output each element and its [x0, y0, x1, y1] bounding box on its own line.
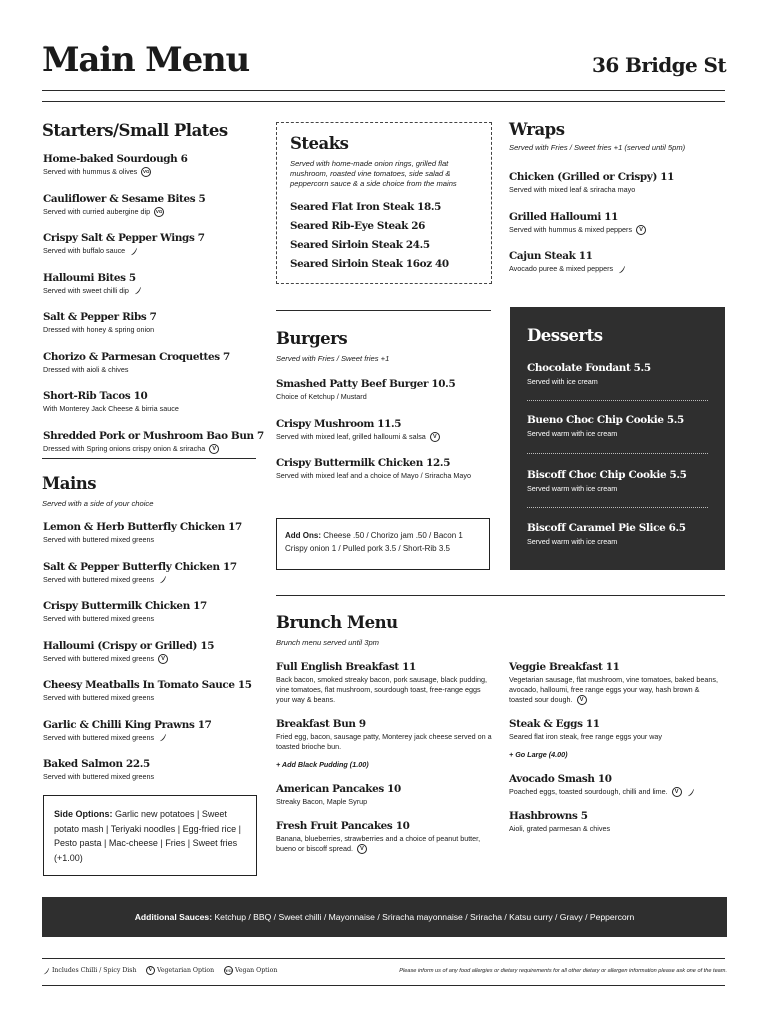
menu-item	[43, 350, 258, 375]
legend	[42, 965, 727, 979]
menu-item	[276, 377, 476, 402]
steaks-list	[290, 198, 485, 274]
item-name: Fresh Fruit Pancakes 10	[276, 820, 410, 832]
vegetarian-icon: V	[577, 695, 587, 705]
starters-list	[43, 152, 264, 468]
vegan-icon: VG	[141, 167, 151, 177]
menu-item	[509, 170, 724, 195]
footer-divider-top	[42, 958, 725, 959]
brunch-right-list	[509, 660, 725, 846]
item-name: Avocado Smash 10	[509, 773, 612, 786]
item-description-text: Poached eggs, toasted sourdough, chilli and lime.	[509, 787, 668, 797]
menu-item	[43, 389, 258, 414]
vegetarian-icon: V	[146, 966, 155, 975]
item-description-text: Streaky Bacon, Maple Syrup	[276, 797, 368, 806]
menu-item	[43, 639, 258, 664]
menu-item	[509, 772, 725, 797]
menu-item	[43, 560, 258, 585]
menu-item	[43, 231, 258, 256]
addons-box	[276, 518, 490, 570]
mains-subtitle: Served with a side of your choice	[42, 499, 154, 508]
addons-text: Cheese .50 / Chorizo jam .50 / Bacon 1 Crispy onion 1 / Pulled pork 3.5 / Short-Rib 3.5	[285, 531, 463, 553]
item-description-text: Served with hummus & mixed peppers	[509, 224, 633, 234]
steaks-subtitle: Served with home-made onion rings, grilled flat mushroom, roasted vine tomatoes, side salad & peppercorn sauce & a side choice from the mains	[290, 159, 457, 188]
page-title: Main Menu	[42, 40, 250, 80]
chilli-icon	[133, 286, 142, 295]
dessert-name: Biscoff Caramel Pie Slice 6.5	[527, 522, 686, 534]
item-description-text: Banana, blueberries, strawberries and a choice of peanut butter, bueno or biscoff spread.	[276, 834, 481, 853]
item-description-text: Vegetarian sausage, flat mushroom, vine tomatoes, baked beans, avocado, halloumi, free range eggs your way, hash brown & toasted sour dough.	[509, 675, 718, 704]
item-description	[276, 797, 494, 807]
steaks-title: Steaks	[290, 134, 349, 153]
additional-sauces-bar	[42, 897, 727, 937]
item-description	[509, 675, 725, 705]
item-description	[43, 167, 258, 177]
steak-item: Seared Sirloin Steak 24.5	[290, 239, 430, 251]
item-description-text: Served with hummus & olives	[43, 167, 138, 176]
legend-chilli-label: Includes Chilli / Spicy Dish	[51, 967, 137, 974]
brunch-divider	[276, 595, 725, 596]
vegetarian-icon: V	[209, 444, 219, 454]
menu-item	[276, 717, 494, 770]
chilli-icon	[686, 788, 695, 797]
sauces-label: Additional Sauces:	[134, 912, 213, 922]
menu-item	[43, 271, 258, 296]
steak-item: Seared Rib-Eye Steak 26	[290, 220, 426, 232]
menu-item	[509, 809, 725, 834]
dessert-divider	[527, 507, 708, 508]
chilli-icon	[158, 575, 167, 584]
item-description-text: Served with curried aubergine dip	[43, 206, 151, 216]
item-description-text: Served with buttered mixed greens	[43, 574, 155, 584]
item-description-text: Served with buttered mixed greens	[43, 653, 155, 663]
legend-vegan	[224, 965, 277, 977]
menu-item	[43, 192, 258, 217]
side-options-box	[43, 795, 257, 876]
menu-item	[43, 678, 258, 703]
item-name: Baked Salmon 22.5	[43, 758, 150, 771]
item-description	[43, 614, 258, 624]
item-name: Salt & Pepper Ribs 7	[43, 311, 157, 324]
item-description	[43, 733, 258, 743]
dessert-item	[527, 361, 708, 387]
desserts-panel	[510, 307, 725, 570]
item-name: Cajun Steak 11	[509, 250, 593, 263]
item-description-text: Served with buttered mixed greens	[43, 693, 155, 703]
menu-item	[276, 782, 494, 807]
item-description-text: Served with mixed leaf and a choice of Mayo / Sriracha Mayo	[276, 471, 471, 481]
dessert-name: Biscoff Choc Chip Cookie 5.5	[527, 469, 687, 481]
item-description	[509, 824, 725, 834]
menu-item	[276, 456, 476, 481]
burgers-title: Burgers	[276, 329, 348, 348]
steak-item: Seared Sirloin Steak 16oz 40	[290, 258, 449, 270]
item-description	[43, 207, 258, 217]
vegetarian-icon: V	[357, 844, 367, 854]
mains-list	[43, 520, 258, 797]
menu-item	[43, 718, 258, 743]
vegetarian-icon: V	[672, 787, 682, 797]
item-description-text: Served with sweet chilli dip	[43, 285, 129, 295]
item-description	[509, 787, 725, 797]
item-addon-note: + Add Black Pudding (1.00)	[276, 760, 369, 769]
item-description-text: Fried egg, bacon, sausage patty, Monterey jack cheese served on a toasted brioche bun.	[276, 732, 492, 751]
item-description	[43, 772, 258, 782]
chilli-icon	[129, 247, 138, 256]
item-description-text: Dressed with honey & spring onion	[43, 325, 155, 335]
item-name: Hashbrowns 5	[509, 810, 588, 823]
footer-divider-bottom	[42, 985, 725, 986]
legend-vegan-label: Vegan Option	[234, 967, 278, 974]
side-options-text: Garlic new potatoes | Sweet potato mash | Teriyaki noodles | Egg-fried rice | Pesto pasta | Mac-cheese | Fries | Sweet fries (+1.00)	[54, 809, 241, 863]
vegan-icon: VG	[225, 968, 232, 973]
menu-item	[43, 152, 258, 177]
item-description	[43, 654, 258, 664]
menu-item	[43, 429, 264, 454]
item-description	[276, 471, 476, 481]
legend-vegetarian	[146, 965, 214, 977]
legend-vegetarian-label: Vegetarian Option	[156, 967, 215, 974]
chilli-icon	[158, 733, 167, 742]
item-description-text: Dressed with Spring onions crispy onion & sriracha	[43, 443, 206, 453]
steaks-box	[276, 122, 492, 284]
dessert-item	[527, 413, 708, 439]
item-description-text: Served with buffalo sauce	[43, 246, 126, 256]
brunch-title: Brunch Menu	[276, 613, 398, 632]
starters-title: Starters/Small Plates	[42, 121, 228, 140]
addons-label: Add Ons:	[285, 531, 321, 540]
item-description-text: Aioli, grated parmesan & chives	[509, 824, 611, 834]
dessert-desc: Served warm with ice cream	[527, 484, 618, 493]
menu-item	[43, 757, 258, 782]
item-name: Crispy Buttermilk Chicken 12.5	[276, 457, 451, 470]
item-name: Crispy Mushroom 11.5	[276, 417, 402, 430]
item-description-text: Served with mixed leaf & sriracha mayo	[509, 185, 636, 194]
wraps-subtitle: Served with Fries / Sweet fries +1 (served until 5pm)	[509, 143, 686, 152]
brunch-left-list	[276, 660, 494, 866]
item-name: Halloumi Bites 5	[43, 271, 136, 284]
item-name: Shredded Pork or Mushroom Bao Bun 7	[43, 429, 264, 442]
brunch-subtitle: Brunch menu served until 3pm	[276, 638, 379, 647]
menu-item	[276, 660, 494, 705]
wraps-title: Wraps	[509, 120, 565, 139]
steaks-divider	[276, 310, 491, 311]
burgers-subtitle: Served with Fries / Sweet fries +1	[276, 354, 390, 363]
menu-item	[43, 520, 258, 545]
item-description	[276, 675, 494, 705]
legend-chilli	[42, 965, 136, 977]
vegetarian-icon: V	[636, 225, 646, 235]
burgers-list	[276, 377, 476, 496]
item-description	[43, 246, 258, 256]
item-description	[509, 264, 724, 274]
menu-item	[276, 819, 494, 854]
item-description	[276, 432, 476, 442]
item-description	[509, 185, 724, 195]
chilli-icon	[617, 265, 626, 274]
menu-item	[43, 599, 258, 624]
item-name: Crispy Salt & Pepper Wings 7	[43, 232, 205, 245]
item-name: Smashed Patty Beef Burger 10.5	[276, 378, 456, 390]
menu-item	[509, 210, 724, 235]
item-description-text: Avocado puree & mixed peppers	[509, 264, 614, 274]
item-description	[276, 732, 494, 752]
item-name: Steak & Eggs 11	[509, 718, 600, 731]
item-name: Home-baked Sourdough 6	[43, 153, 188, 165]
item-description	[43, 286, 258, 296]
item-name: Halloumi (Crispy or Grilled) 15	[43, 639, 215, 652]
menu-item	[43, 310, 258, 335]
item-description	[43, 365, 258, 375]
item-name: American Pancakes 10	[276, 783, 401, 795]
item-description	[43, 444, 258, 454]
vegetarian-icon: V	[430, 432, 440, 442]
item-description	[276, 392, 476, 402]
header-divider-top	[42, 90, 725, 91]
item-name: Cheesy Meatballs In Tomato Sauce 15	[43, 679, 252, 692]
item-name: Cauliflower & Sesame Bites 5	[43, 192, 206, 205]
wraps-list	[509, 170, 724, 289]
item-description	[276, 834, 494, 854]
item-name: Veggie Breakfast 11	[509, 661, 620, 673]
dessert-divider	[527, 453, 708, 454]
item-name: Grilled Halloumi 11	[509, 210, 618, 223]
item-name: Short-Rib Tacos 10	[43, 390, 148, 403]
item-name: Chicken (Grilled or Crispy) 11	[509, 171, 675, 183]
dessert-item	[527, 468, 708, 494]
dessert-desc: Served warm with ice cream	[527, 429, 618, 438]
menu-item	[509, 660, 725, 705]
item-description	[43, 575, 258, 585]
item-description	[509, 225, 724, 235]
menu-item	[276, 417, 476, 442]
dessert-divider	[527, 400, 708, 401]
item-addon-note: + Go Large (4.00)	[509, 750, 568, 760]
starters-divider	[42, 458, 256, 459]
item-description-text: Served with buttered mixed greens	[43, 614, 155, 623]
vegan-icon: VG	[154, 207, 164, 217]
item-name: Chorizo & Parmesan Croquettes 7	[43, 350, 230, 363]
side-options-label: Side Options:	[54, 809, 113, 819]
item-name: Full English Breakfast 11	[276, 661, 416, 673]
mains-title: Mains	[42, 474, 97, 493]
item-name: Crispy Buttermilk Chicken 17	[43, 600, 207, 612]
vegetarian-icon: V	[158, 654, 168, 664]
item-description	[43, 404, 258, 414]
item-description	[509, 732, 725, 742]
header-divider-bottom	[42, 101, 725, 102]
item-description	[43, 325, 258, 335]
item-description-text: Served with mixed leaf, grilled halloumi & salsa	[276, 431, 426, 441]
item-description	[43, 693, 258, 703]
item-description-text: Back bacon, smoked streaky bacon, pork sausage, black pudding, vine tomatoes, flat mushroom, sourdough toast, free-range eggs your way & beans.	[276, 675, 487, 704]
item-name: Garlic & Chilli King Prawns 17	[43, 718, 212, 731]
item-name: Lemon & Herb Butterfly Chicken 17	[43, 521, 242, 533]
item-description	[43, 535, 258, 545]
item-description-text: Served with buttered mixed greens	[43, 772, 155, 782]
dessert-item	[527, 521, 708, 547]
menu-item	[509, 249, 724, 274]
sauces-text: Ketchup / BBQ / Sweet chilli / Mayonnaise / Sriracha mayonnaise / Sriracha / Katsu curry / Gravy / Peppercorn	[212, 912, 635, 922]
item-description-text: Choice of Ketchup / Mustard	[276, 392, 367, 401]
dessert-name: Chocolate Fondant 5.5	[527, 362, 651, 374]
restaurant-address: 36 Bridge St	[592, 53, 726, 77]
dessert-name: Bueno Choc Chip Cookie 5.5	[527, 414, 684, 426]
item-description-text: Served with buttered mixed greens	[43, 732, 155, 742]
desserts-title: Desserts	[527, 326, 603, 345]
item-name: Salt & Pepper Butterfly Chicken 17	[43, 560, 237, 573]
item-description-text: Dressed with aioli & chives	[43, 364, 129, 374]
dessert-desc: Served warm with ice cream	[527, 537, 618, 546]
dessert-desc: Served with ice cream	[527, 377, 598, 386]
item-name: Breakfast Bun 9	[276, 718, 366, 730]
steak-item: Seared Flat Iron Steak 18.5	[290, 201, 442, 213]
chilli-icon	[42, 967, 50, 975]
item-description-text: With Monterey Jack Cheese & birria sauce	[43, 404, 179, 414]
allergy-note: Please inform us of any food allergies or dietary requirements for all other dietary or allergen information please ask one of the team.	[399, 968, 727, 974]
item-description-text: Served with buttered mixed greens	[43, 535, 155, 544]
item-description-text: Seared flat iron steak, free range eggs your way	[509, 732, 663, 742]
menu-item	[509, 717, 725, 760]
